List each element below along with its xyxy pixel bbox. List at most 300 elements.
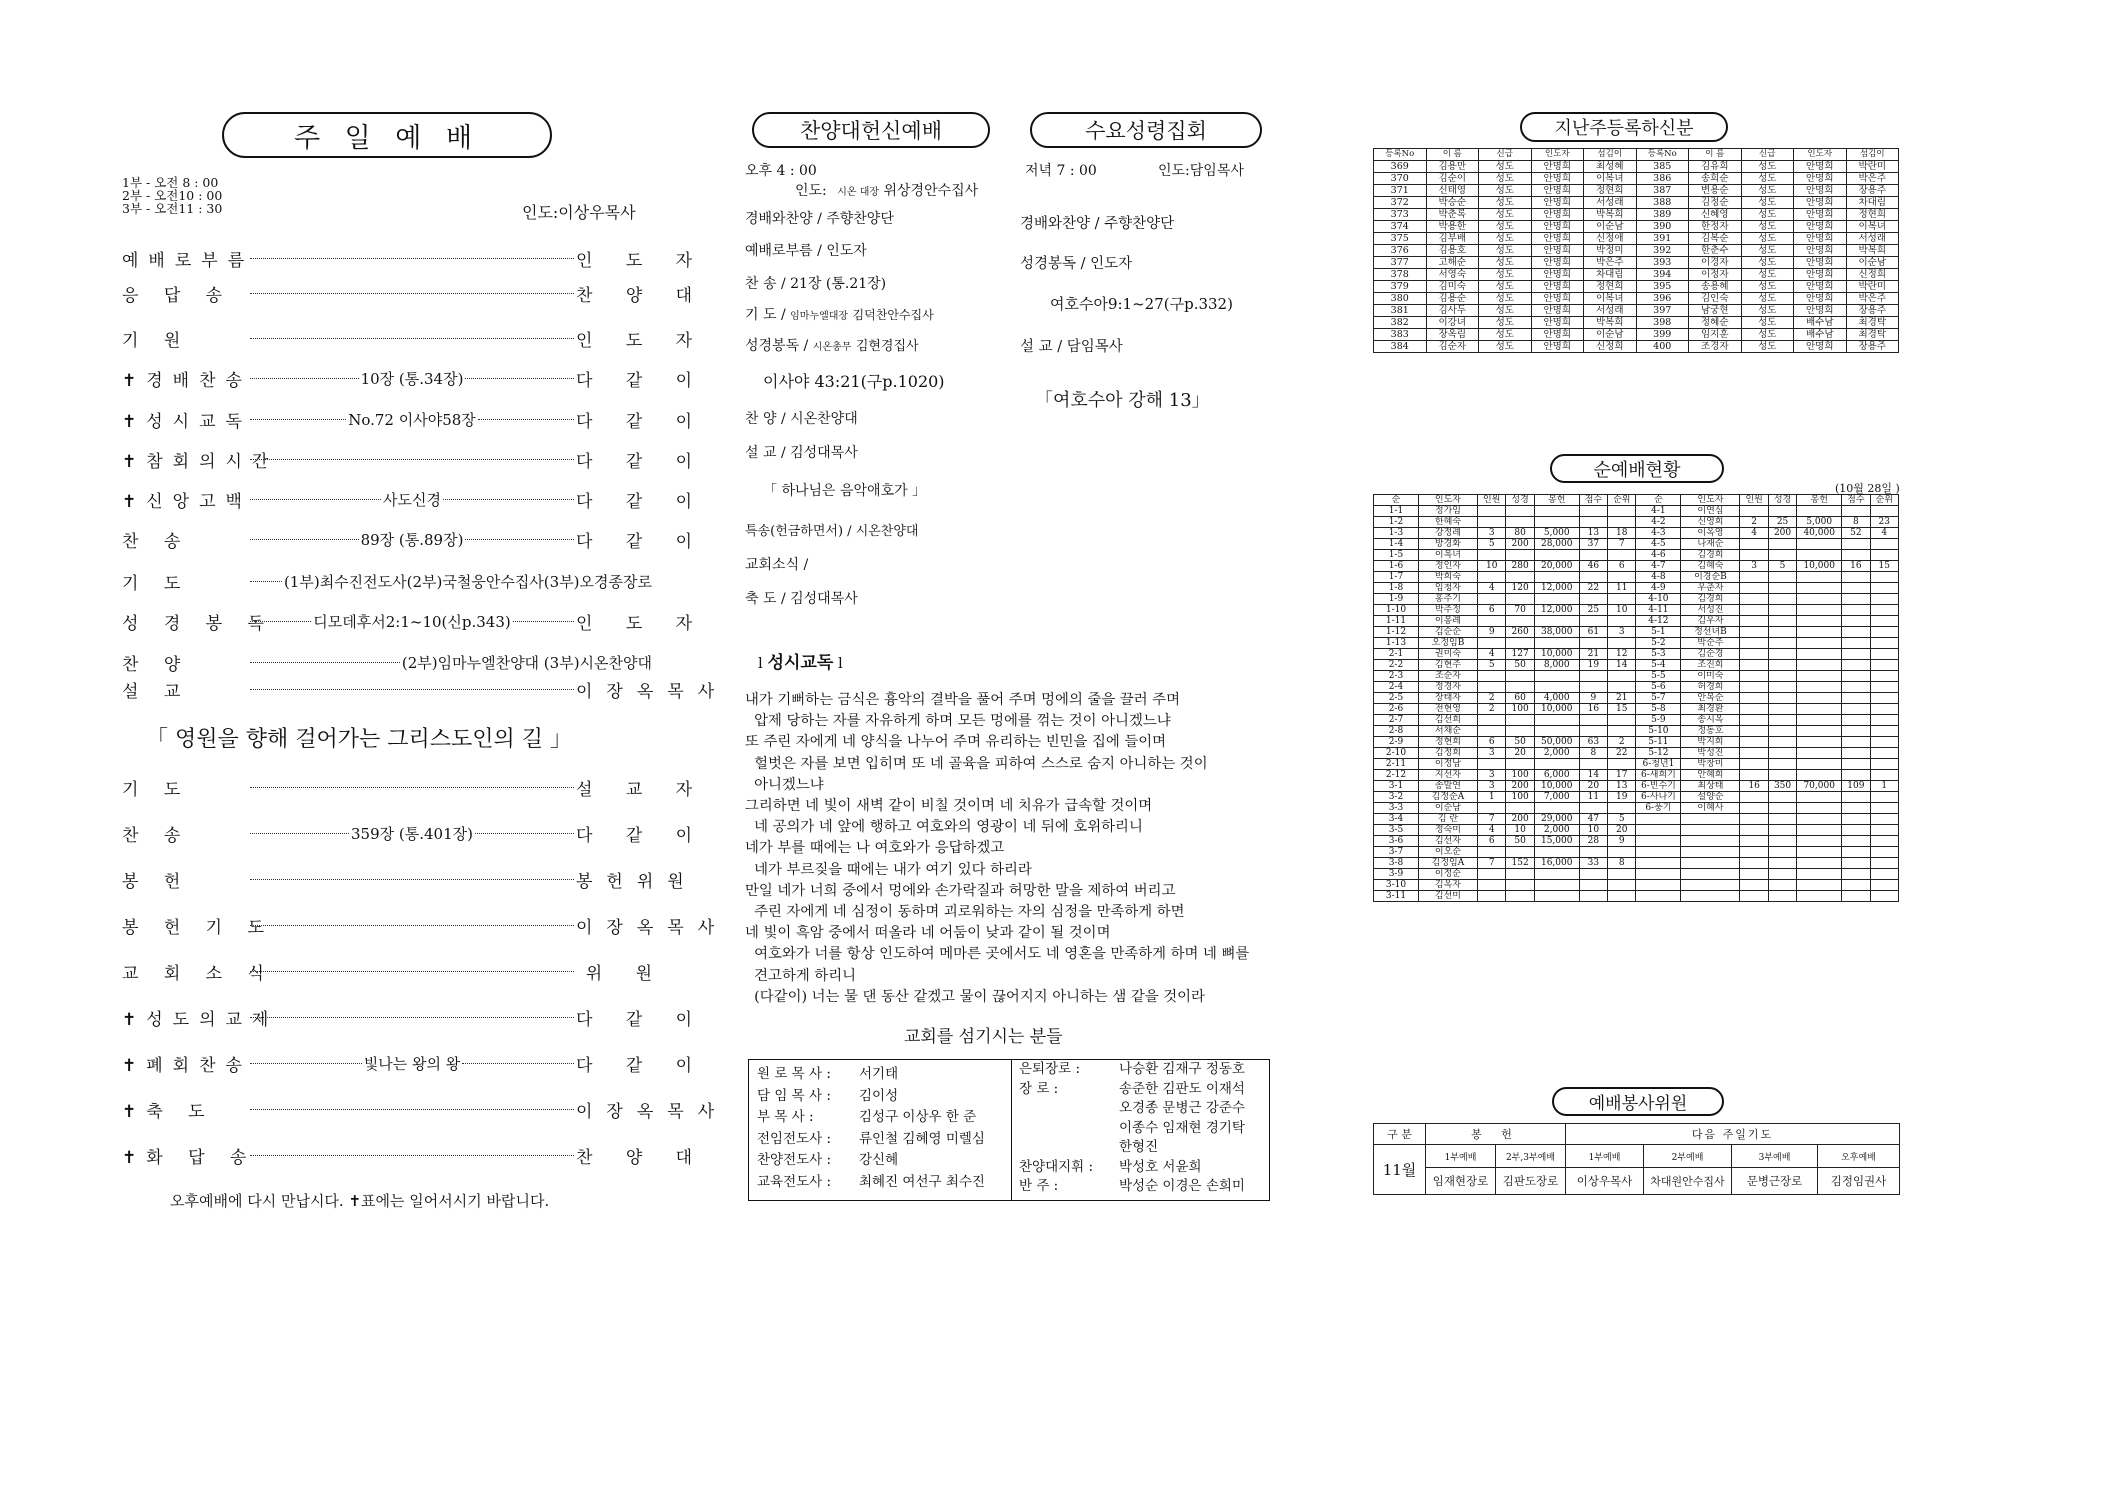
- attendance-cell: 50: [1506, 836, 1534, 847]
- attendance-cell: 2: [1478, 693, 1506, 704]
- attendance-cell: [1768, 792, 1796, 803]
- order-label: 기 도: [122, 573, 191, 594]
- newcomers-cell: 386: [1636, 173, 1689, 185]
- order-responsible: 이장옥목사: [576, 1101, 729, 1122]
- attendance-cell: 이복녀: [1418, 550, 1477, 561]
- attendance-cell: [1870, 737, 1898, 748]
- order-responsible: 다 같 이: [576, 825, 707, 846]
- newcomers-cell: 배수남: [1794, 317, 1847, 329]
- newcomers-row: [1374, 185, 1899, 197]
- servant-role: 부 목 사 :: [757, 1109, 814, 1125]
- servant-role: 전임전도사 :: [757, 1130, 832, 1147]
- attendance-cell: 김정희: [1418, 748, 1477, 759]
- attendance-cell: [1534, 682, 1579, 693]
- service-header-gubun: 구 분: [1374, 1124, 1426, 1145]
- newcomers-cell: 381: [1374, 305, 1427, 317]
- newcomers-cell: 371: [1374, 185, 1427, 197]
- attendance-cell: [1534, 726, 1579, 737]
- attendance-cell: 10,000: [1797, 561, 1842, 572]
- newcomers-cell: 신혜영: [1689, 209, 1742, 221]
- attendance-row: [1374, 539, 1899, 550]
- servant-row: [1019, 1080, 1245, 1100]
- attendance-cell: 3-11: [1374, 891, 1419, 902]
- attendance-cell: 박주정: [1418, 605, 1477, 616]
- attendance-cell: 김옥자: [1418, 880, 1477, 891]
- attendance-row: [1374, 869, 1899, 880]
- attendance-cell: 김혜숙: [1681, 561, 1740, 572]
- attendance-cell: 52: [1842, 528, 1870, 539]
- attendance-cell: 3-3: [1374, 803, 1419, 814]
- attendance-cell: [1797, 715, 1842, 726]
- attendance-cell: [1842, 803, 1870, 814]
- newcomers-cell: 380: [1374, 293, 1427, 305]
- servant-role: 원 로 목 사 :: [757, 1066, 831, 1082]
- service-sub-6: 오후예배: [1818, 1145, 1900, 1168]
- attendance-cell: [1842, 572, 1870, 583]
- newcomers-header-cell: 이 름: [1689, 149, 1742, 161]
- reading-line: 헐벗은 자를 보면 입히며 또 네 골육을 피하여 스스로 숨지 아니하는 것이: [745, 755, 1208, 772]
- attendance-cell: 20,000: [1534, 561, 1579, 572]
- attendance-cell: 김현주: [1418, 660, 1477, 671]
- wednesday-time: 저녁 7 : 00: [1025, 163, 1097, 179]
- attendance-cell: 이혜사: [1681, 803, 1740, 814]
- attendance-cell: [1797, 605, 1842, 616]
- attendance-cell: 1-12: [1374, 627, 1419, 638]
- attendance-cell: 15: [1870, 561, 1898, 572]
- newcomers-cell: 성도: [1479, 233, 1532, 245]
- attendance-cell: [1478, 869, 1506, 880]
- attendance-cell: 28,000: [1534, 539, 1579, 550]
- newcomers-cell: 안명희: [1794, 257, 1847, 269]
- servant-row: [1019, 1177, 1245, 1197]
- attendance-cell: 4-3: [1636, 528, 1681, 539]
- newcomers-cell: 박복희: [1584, 209, 1637, 221]
- attendance-cell: 오정임B: [1418, 638, 1477, 649]
- attendance-cell: [1681, 880, 1740, 891]
- attendance-cell: 12: [1608, 649, 1636, 660]
- attendance-cell: 2: [1740, 517, 1768, 528]
- attendance-cell: [1842, 737, 1870, 748]
- attendance-cell: 7,000: [1534, 792, 1579, 803]
- servant-names: 강신혜: [859, 1152, 899, 1168]
- newcomers-cell: 382: [1374, 317, 1427, 329]
- attendance-cell: [1768, 616, 1796, 627]
- order-detail: 디모데후서2:1~10(신p.343): [313, 612, 511, 631]
- attendance-cell: [1534, 880, 1579, 891]
- attendance-cell: [1636, 847, 1681, 858]
- wednesday-item-2: 성경봉독 / 인도자: [1020, 256, 1133, 272]
- newcomers-cell: 박은주: [1584, 257, 1637, 269]
- attendance-cell: [1768, 891, 1796, 902]
- attendance-cell: [1870, 792, 1898, 803]
- attendance-cell: 2-9: [1374, 737, 1419, 748]
- attendance-cell: [1478, 550, 1506, 561]
- attendance-cell: 22: [1579, 583, 1607, 594]
- attendance-cell: 60: [1506, 693, 1534, 704]
- newcomers-cell: 김순이: [1426, 173, 1479, 185]
- attendance-cell: 이미숙: [1681, 671, 1740, 682]
- attendance-cell: 2: [1608, 737, 1636, 748]
- attendance-cell: [1870, 627, 1898, 638]
- praise-item-1: 경배와찬양 / 주향찬양단: [745, 211, 894, 227]
- attendance-cell: [1534, 759, 1579, 770]
- attendance-cell: [1842, 825, 1870, 836]
- leader-dots: [250, 662, 400, 663]
- newcomers-cell: 373: [1374, 209, 1427, 221]
- attendance-cell: 김선자: [1418, 836, 1477, 847]
- attendance-row: [1374, 836, 1899, 847]
- attendance-cell: [1534, 847, 1579, 858]
- newcomers-cell: 성도: [1741, 269, 1794, 281]
- attendance-cell: [1870, 638, 1898, 649]
- attendance-cell: 2-8: [1374, 726, 1419, 737]
- attendance-cell: 6,000: [1534, 770, 1579, 781]
- attendance-row: [1374, 638, 1899, 649]
- attendance-cell: 6-빈수기: [1636, 781, 1681, 792]
- attendance-cell: 9: [1608, 836, 1636, 847]
- attendance-cell: [1506, 550, 1534, 561]
- attendance-cell: [1768, 726, 1796, 737]
- leader-dots: [250, 1063, 362, 1064]
- attendance-cell: [1740, 627, 1768, 638]
- order-middle: [248, 611, 576, 632]
- attendance-cell: 3-7: [1374, 847, 1419, 858]
- newcomers-cell: 박복희: [1846, 245, 1899, 257]
- attendance-cell: 3: [1478, 770, 1506, 781]
- newcomers-cell: 안명희: [1531, 209, 1584, 221]
- attendance-cell: [1797, 726, 1842, 737]
- attendance-table: [1373, 494, 1899, 902]
- servant-row: [757, 1129, 985, 1151]
- attendance-cell: [1579, 891, 1607, 902]
- newcomers-cell: 385: [1636, 161, 1689, 173]
- attendance-cell: [1870, 770, 1898, 781]
- praise-prayer-role: 임마누엘대장: [790, 311, 849, 322]
- attendance-cell: 4-9: [1636, 583, 1681, 594]
- attendance-cell: [1608, 616, 1636, 627]
- attendance-row: [1374, 781, 1899, 792]
- attendance-cell: 260: [1506, 627, 1534, 638]
- praise-title: 찬양대헌신예배: [799, 119, 942, 143]
- newcomers-cell: 성도: [1741, 293, 1794, 305]
- servant-role: 찬양대지휘 :: [1019, 1158, 1094, 1175]
- newcomers-cell: 이복녀: [1846, 221, 1899, 233]
- newcomers-row: [1374, 197, 1899, 209]
- servant-row: [1019, 1060, 1245, 1080]
- order-middle: [248, 368, 576, 389]
- order-row: [122, 243, 707, 273]
- servant-names: 김성구 이상우 한 준: [859, 1109, 977, 1125]
- attendance-cell: 13: [1608, 781, 1636, 792]
- order-label: 찬 송: [122, 825, 191, 846]
- servant-row: [757, 1172, 985, 1194]
- attendance-cell: 1-10: [1374, 605, 1419, 616]
- attendance-row: [1374, 891, 1899, 902]
- newcomers-cell: 387: [1636, 185, 1689, 197]
- newcomers-cell: 성도: [1479, 293, 1532, 305]
- attendance-cell: [1797, 572, 1842, 583]
- attendance-cell: [1579, 715, 1607, 726]
- order-responsible: 봉헌위원: [576, 871, 698, 892]
- servant-names: 오경종 문병근 강준수: [1119, 1100, 1245, 1116]
- attendance-cell: [1797, 682, 1842, 693]
- order-middle: [248, 925, 576, 926]
- attendance-cell: 3: [1478, 528, 1506, 539]
- attendance-cell: [1534, 638, 1579, 649]
- attendance-cell: [1768, 770, 1796, 781]
- attendance-cell: [1506, 594, 1534, 605]
- servant-names: 최혜진 여선구 최수진: [859, 1173, 985, 1190]
- praise-reading-name: 김현경집사: [855, 339, 919, 354]
- reading-line: 그리하면 네 빛이 새벽 같이 비칠 것이며 네 치유가 급속할 것이며: [745, 798, 1153, 815]
- attendance-cell: 김경희: [1681, 550, 1740, 561]
- newcomers-cell: 400: [1636, 341, 1689, 353]
- attendance-cell: 박성진: [1681, 748, 1740, 759]
- attendance-cell: 1: [1478, 792, 1506, 803]
- leader-dots: [250, 971, 574, 972]
- order-label: 응 답 송: [122, 285, 233, 306]
- attendance-cell: 3-4: [1374, 814, 1419, 825]
- attendance-cell: [1579, 572, 1607, 583]
- attendance-cell: [1870, 649, 1898, 660]
- attendance-cell: [1608, 847, 1636, 858]
- attendance-cell: [1797, 803, 1842, 814]
- attendance-cell: [1579, 550, 1607, 561]
- attendance-cell: [1797, 792, 1842, 803]
- attendance-cell: [1506, 891, 1534, 902]
- attendance-cell: 이정남: [1418, 759, 1477, 770]
- attendance-cell: [1534, 517, 1579, 528]
- service-value-4: 차대원안수집사: [1644, 1168, 1732, 1195]
- order-responsible: 찬 양 대: [576, 1147, 707, 1168]
- attendance-cell: 7: [1478, 814, 1506, 825]
- attendance-cell: [1768, 671, 1796, 682]
- attendance-header-cell: 인원: [1740, 495, 1768, 506]
- servants-left: [757, 1064, 985, 1193]
- attendance-row: [1374, 506, 1899, 517]
- attendance-cell: [1870, 550, 1898, 561]
- attendance-cell: [1870, 858, 1898, 869]
- newcomers-row: [1374, 209, 1899, 221]
- attendance-cell: [1740, 814, 1768, 825]
- attendance-cell: [1842, 847, 1870, 858]
- order-middle: [248, 258, 576, 259]
- attendance-cell: 이순남: [1418, 803, 1477, 814]
- newcomers-cell: 김용만: [1426, 161, 1479, 173]
- attendance-cell: 2-11: [1374, 759, 1419, 770]
- attendance-cell: 15,000: [1534, 836, 1579, 847]
- newcomers-header-cell: 인도자: [1531, 149, 1584, 161]
- attendance-cell: 2-5: [1374, 693, 1419, 704]
- attendance-cell: 김정순A: [1418, 792, 1477, 803]
- attendance-cell: [1740, 583, 1768, 594]
- newcomers-cell: 박승순: [1426, 197, 1479, 209]
- newcomers-cell: 성도: [1479, 197, 1532, 209]
- newcomers-cell: 성도: [1479, 161, 1532, 173]
- newcomers-cell: 384: [1374, 341, 1427, 353]
- attendance-cell: [1579, 506, 1607, 517]
- newcomers-cell: 최경탁: [1846, 317, 1899, 329]
- attendance-row: [1374, 704, 1899, 715]
- newcomers-cell: 성도: [1741, 161, 1794, 173]
- attendance-cell: 10: [1478, 561, 1506, 572]
- time-2: 2부 - 오전10 : 00: [122, 188, 223, 203]
- newcomers-cell: 송희순: [1689, 173, 1742, 185]
- attendance-cell: 권미숙: [1418, 649, 1477, 660]
- attendance-header-cell: 순: [1374, 495, 1419, 506]
- newcomers-cell: 394: [1636, 269, 1689, 281]
- attendance-cell: 1-2: [1374, 517, 1419, 528]
- attendance-cell: [1579, 638, 1607, 649]
- attendance-cell: 6: [1478, 605, 1506, 616]
- attendance-cell: 18: [1608, 528, 1636, 539]
- attendance-row: [1374, 572, 1899, 583]
- newcomers-cell: 차대림: [1584, 269, 1637, 281]
- newcomers-cell: 박용한: [1426, 221, 1479, 233]
- attendance-header-cell: 인도자: [1418, 495, 1477, 506]
- attendance-cell: [1768, 682, 1796, 693]
- attendance-cell: [1506, 682, 1534, 693]
- service-committee-title-box: [1552, 1087, 1724, 1116]
- attendance-cell: [1579, 803, 1607, 814]
- attendance-cell: [1740, 550, 1768, 561]
- attendance-row: [1374, 660, 1899, 671]
- newcomers-cell: 김부배: [1426, 233, 1479, 245]
- newcomers-cell: 성도: [1741, 341, 1794, 353]
- attendance-cell: [1842, 550, 1870, 561]
- attendance-cell: 3-2: [1374, 792, 1419, 803]
- praise-item-6: 특송(헌금하면서) / 시온찬양대: [745, 524, 919, 539]
- attendance-cell: 5-2: [1636, 638, 1681, 649]
- attendance-cell: [1608, 803, 1636, 814]
- attendance-cell: [1636, 891, 1681, 902]
- leader-dots: [250, 879, 574, 880]
- attendance-cell: 50: [1506, 660, 1534, 671]
- attendance-row: [1374, 517, 1899, 528]
- attendance-cell: [1534, 891, 1579, 902]
- reading-line: 압제 당하는 자를 자유하게 하며 모든 멍에를 꺾는 것이 아니겠느냐: [745, 713, 1171, 730]
- attendance-cell: [1534, 572, 1579, 583]
- newcomers-cell: 안명희: [1794, 269, 1847, 281]
- newcomers-row: [1374, 341, 1899, 353]
- attendance-cell: [1608, 550, 1636, 561]
- praise-reading-role: 시온총무: [812, 342, 852, 353]
- service-header-offer: 봉 헌: [1426, 1124, 1566, 1145]
- order-middle: [248, 879, 576, 880]
- leader-dots: [250, 378, 359, 379]
- attendance-cell: 이연심: [1681, 506, 1740, 517]
- attendance-cell: [1842, 880, 1870, 891]
- attendance-cell: [1579, 616, 1607, 627]
- attendance-cell: 4: [1740, 528, 1768, 539]
- attendance-row: [1374, 814, 1899, 825]
- attendance-cell: 1-1: [1374, 506, 1419, 517]
- attendance-cell: 29,000: [1534, 814, 1579, 825]
- newcomers-cell: 안명희: [1794, 281, 1847, 293]
- servant-names: 서기태: [859, 1066, 899, 1082]
- attendance-row: [1374, 803, 1899, 814]
- attendance-cell: 10: [1579, 825, 1607, 836]
- order-detail: (2부)임마누엘찬양대 (3부)시온찬양대: [401, 653, 652, 672]
- attendance-cell: [1842, 506, 1870, 517]
- servant-role: 반 주 :: [1019, 1178, 1059, 1194]
- newcomers-header-cell: 이 름: [1426, 149, 1479, 161]
- attendance-cell: 3-6: [1374, 836, 1419, 847]
- attendance-cell: [1506, 847, 1534, 858]
- order-detail: 빛나는 왕의 왕: [363, 1054, 461, 1073]
- attendance-cell: [1842, 704, 1870, 715]
- order-responsible: 이장옥목사: [576, 681, 729, 702]
- order-middle: [248, 529, 576, 550]
- attendance-cell: [1478, 726, 1506, 737]
- servant-names: 박성순 이경은 손희미: [1119, 1178, 1245, 1194]
- attendance-cell: 6-사나기: [1636, 792, 1681, 803]
- reading-line: 아니겠느냐: [745, 776, 824, 793]
- attendance-header-cell: 점수: [1842, 495, 1870, 506]
- attendance-cell: 4: [1478, 649, 1506, 660]
- attendance-cell: 3: [1608, 627, 1636, 638]
- attendance-cell: 김정임A: [1418, 858, 1477, 869]
- attendance-cell: 6-풍기: [1636, 803, 1681, 814]
- attendance-row: [1374, 748, 1899, 759]
- order-label: 찬 양: [122, 654, 191, 675]
- order-label: ✝성도의교제: [122, 1009, 279, 1030]
- attendance-cell: 안혜희: [1681, 770, 1740, 781]
- attendance-cell: [1842, 583, 1870, 594]
- attendance-cell: [1768, 869, 1796, 880]
- attendance-cell: [1478, 682, 1506, 693]
- newcomers-cell: 성도: [1741, 173, 1794, 185]
- servant-role: 교육전도사 :: [757, 1173, 832, 1190]
- attendance-cell: 5: [1478, 539, 1506, 550]
- attendance-cell: 이봉례: [1418, 616, 1477, 627]
- attendance-cell: [1478, 891, 1506, 902]
- newcomers-cell: 정혜순: [1689, 317, 1742, 329]
- attendance-cell: 정경자: [1418, 682, 1477, 693]
- attendance-cell: [1478, 671, 1506, 682]
- newcomers-cell: 이순남: [1846, 257, 1899, 269]
- attendance-cell: [1870, 825, 1898, 836]
- praise-reading-label: 성경봉독 /: [745, 338, 809, 354]
- attendance-cell: 11: [1608, 583, 1636, 594]
- order-detail: No.72 이사야58장: [348, 410, 476, 429]
- attendance-cell: 4-5: [1636, 539, 1681, 550]
- attendance-cell: [1768, 880, 1796, 891]
- attendance-cell: 5: [1768, 561, 1796, 572]
- attendance-header-cell: 성경: [1506, 495, 1534, 506]
- attendance-date: (10월 28일 ): [1835, 482, 1900, 495]
- newcomers-cell: 이순남: [1584, 329, 1637, 341]
- praise-item-7: 교회소식 /: [745, 557, 809, 573]
- wednesday-sermon: 「여호수아 강해 13」: [1035, 390, 1210, 411]
- order-responsible: 찬 양 대: [576, 285, 707, 306]
- attendance-cell: 4-1: [1636, 506, 1681, 517]
- reading-line: 주린 자에게 네 심정이 동하며 괴로워하는 자의 심정을 만족하게 하면: [745, 904, 1185, 921]
- attendance-cell: 70,000: [1797, 781, 1842, 792]
- attendance-header-cell: 순위: [1608, 495, 1636, 506]
- attendance-cell: 200: [1506, 539, 1534, 550]
- attendance-cell: [1740, 638, 1768, 649]
- newcomers-cell: 서성래: [1584, 197, 1637, 209]
- attendance-cell: [1842, 715, 1870, 726]
- attendance-cell: [1579, 726, 1607, 737]
- newcomers-cell: 장용주: [1846, 305, 1899, 317]
- newcomers-cell: 성도: [1741, 281, 1794, 293]
- order-row: [122, 444, 707, 474]
- attendance-cell: [1797, 583, 1842, 594]
- attendance-cell: [1797, 693, 1842, 704]
- attendance-cell: [1740, 847, 1768, 858]
